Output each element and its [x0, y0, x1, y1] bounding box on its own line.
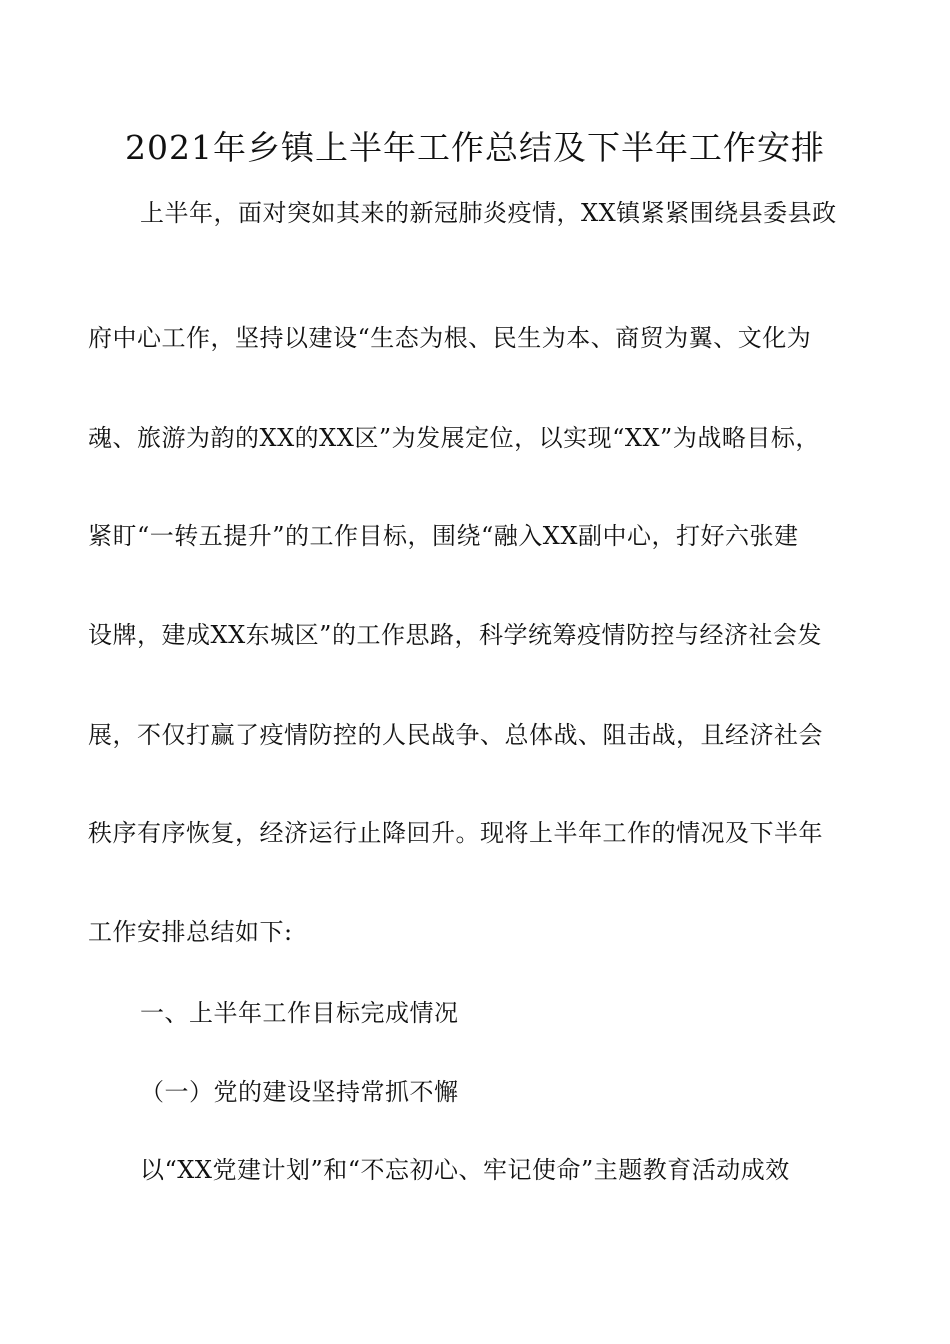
document-title: 2021年乡镇上半年工作总结及下半年工作安排	[125, 128, 825, 167]
section-heading: 一、上半年工作目标完成情况	[140, 999, 459, 1027]
paragraph-line: 秩序有序恢复，经济运行止降回升。现将上半年工作的情况及下半年	[88, 819, 823, 847]
paragraph-line: 展，不仅打赢了疫情防控的人民战争、总体战、阻击战，且经济社会	[88, 721, 823, 749]
paragraph-line: 魂、旅游为韵的XX的XX区”为发展定位，以实现“XX”为战略目标，	[88, 424, 820, 452]
paragraph-line: 紧盯“一转五提升”的工作目标，围绕“融入XX副中心，打好六张建	[88, 522, 799, 550]
paragraph-line: 上半年，面对突如其来的新冠肺炎疫情，XX镇紧紧围绕县委县政	[140, 199, 837, 227]
paragraph-line: 工作安排总结如下:	[88, 918, 293, 946]
paragraph-line: 设牌，建成XX东城区”的工作思路，科学统筹疫情防控与经济社会发	[88, 621, 822, 649]
subsection-heading: （一）党的建设坚持常抓不懈	[140, 1078, 459, 1106]
paragraph-line: 府中心工作，坚持以建设“生态为根、民生为本、商贸为翼、文化为	[88, 324, 812, 352]
paragraph-line: 以“XX党建计划”和“不忘初心、牢记使命”主题教育活动成效	[140, 1156, 790, 1184]
